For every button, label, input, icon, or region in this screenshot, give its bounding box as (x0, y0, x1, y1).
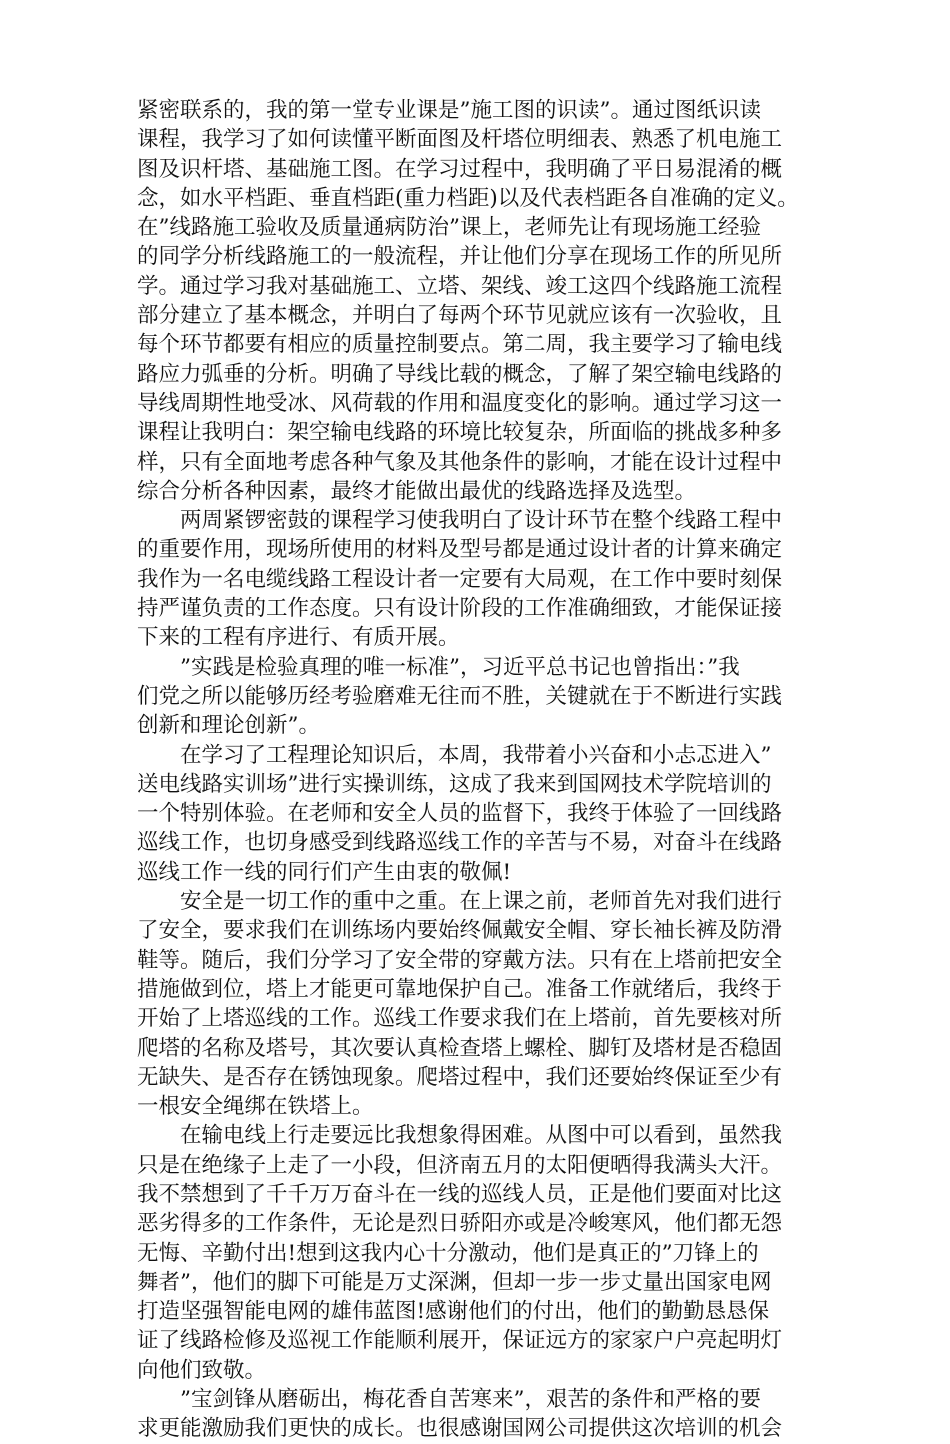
paragraph (137, 506, 827, 652)
text-line: 我不禁想到了千千万万奋斗在一线的巡线人员，正是他们要面对比这 (137, 1181, 783, 1207)
text-line: 了安全，要求我们在训练场内要始终佩戴安全帽、穿长袖长裤及防滑 (137, 918, 783, 944)
text-line: 的重要作用，现场所使用的材料及型号都是通过设计者的计算来确定 (137, 537, 783, 563)
text-line: 样，只有全面地考虑各种气象及其他条件的影响，才能在设计过程中 (137, 449, 783, 475)
text-line: 一根安全绳绑在铁塔上。 (137, 1094, 374, 1120)
text-line: 只是在绝缘子上走了一小段，但济南五月的太阳便晒得我满头大汗。 (137, 1152, 783, 1178)
text-line: 综合分析各种因素，最终才能做出最优的线路选择及选型。 (137, 478, 697, 504)
text-line: 在输电线上行走要远比我想象得困难。从图中可以看到，虽然我 (180, 1123, 783, 1149)
text-line: 巡线工作，也切身感受到线路巡线工作的辛苦与不易，对奋斗在线路 (137, 830, 783, 856)
text-line: 证了线路检修及巡视工作能顺利展开，保证远方的家家户户亮起明灯 (137, 1328, 783, 1354)
text-line: 每个环节都要有相应的质量控制要点。第二周，我主要学习了输电线 (137, 332, 783, 358)
text-line: 课程让我明白：架空输电线路的环境比较复杂，所面临的挑战多种多 (137, 420, 783, 446)
paragraph (137, 741, 827, 887)
document-page (137, 96, 827, 1444)
paragraph (137, 1121, 827, 1385)
text-line: 课程，我学习了如何读懂平断面图及杆塔位明细表、熟悉了机电施工 (137, 127, 783, 153)
text-line: 们党之所以能够历经考验磨难无往而不胜，关键就在于不断进行实践 (137, 683, 783, 709)
text-line: 巡线工作一线的同行们产生由衷的敬佩! (137, 859, 512, 885)
paragraph (137, 653, 827, 741)
paragraph (137, 96, 827, 506)
text-line: 念，如水平档距、垂直档距(重力档距)以及代表档距各自准确的定义。 (137, 185, 799, 211)
text-line: 在学习了工程理论知识后，本周，我带着小兴奋和小忐忑进入” (180, 742, 772, 768)
text-line: 向他们致敬。 (137, 1357, 267, 1383)
text-line: ”宝剑锋从磨砺出，梅花香自苦寒来”，艰苦的条件和严格的要 (180, 1387, 761, 1413)
text-line: 学。通过学习我对基础施工、立塔、架线、竣工这四个线路施工流程 (137, 273, 783, 299)
text-line: 路应力弧垂的分析。明确了导线比载的概念，了解了架空输电线路的 (137, 361, 783, 387)
text-line: 的同学分析线路施工的一般流程，并让他们分享在现场工作的所见所 (137, 244, 783, 270)
text-line: 在”线路施工验收及质量通病防治”课上，老师先让有现场施工经验 (137, 215, 761, 241)
text-line: 持严谨负责的工作态度。只有设计阶段的工作准确细致，才能保证接 (137, 596, 783, 622)
text-line: 安全是一切工作的重中之重。在上课之前，老师首先对我们进行 (180, 889, 783, 915)
paragraph (137, 887, 827, 1121)
text-line: 一个特别体验。在老师和安全人员的监督下，我终于体验了一回线路 (137, 801, 783, 827)
text-line: 两周紧锣密鼓的课程学习使我明白了设计环节在整个线路工程中 (180, 508, 783, 534)
text-line: 打造坚强智能电网的雄伟蓝图!感谢他们的付出，他们的勤勤恳恳保 (137, 1299, 770, 1325)
text-line: 部分建立了基本概念，并明白了每两个环节见就应该有一次验收，且 (137, 303, 783, 329)
text-line: 无悔、辛勤付出!想到这我内心十分激动，他们是真正的”刀锋上的 (137, 1240, 759, 1266)
text-line: 爬塔的名称及塔号，其次要认真检查塔上螺栓、脚钉及塔材是否稳固 (137, 1035, 783, 1061)
text-line: 紧密联系的，我的第一堂专业课是”施工图的识读”。通过图纸识读 (137, 98, 761, 123)
text-line: 导线周期性地受冰、风荷载的作用和温度变化的影响。通过学习这一 (137, 390, 783, 416)
text-line: 无缺失、是否存在锈蚀现象。爬塔过程中，我们还要始终保证至少有 (137, 1064, 783, 1090)
text-line: 图及识杆塔、基础施工图。在学习过程中，我明确了平日易混淆的概 (137, 156, 783, 182)
text-line: 求更能激励我们更快的成长。也很感谢国网公司提供这次培训的机会 (137, 1416, 783, 1442)
paragraph (137, 1385, 827, 1444)
text-line: 送电线路实训场”进行实操训练，这成了我来到国网技术学院培训的 (137, 771, 772, 797)
text-line: 恶劣得多的工作条件，无论是烈日骄阳亦或是冷峻寒风，他们都无怨 (137, 1211, 783, 1237)
text-line: 创新和理论创新”。 (137, 713, 320, 739)
text-line: ”实践是检验真理的唯一标准”，习近平总书记也曾指出：”我 (180, 654, 740, 680)
text-line: 开始了上塔巡线的工作。巡线工作要求我们在上塔前，首先要核对所 (137, 1006, 783, 1032)
text-line: 措施做到位，塔上才能更可靠地保护自己。准备工作就绪后，我终于 (137, 976, 783, 1002)
text-line: 舞者”，他们的脚下可能是万丈深渊，但却一步一步丈量出国家电网 (137, 1269, 772, 1295)
text-line: 我作为一名电缆线路工程设计者一定要有大局观，在工作中要时刻保 (137, 566, 783, 592)
text-line: 鞋等。随后，我们分学习了安全带的穿戴方法。只有在上塔前把安全 (137, 947, 783, 973)
text-line: 下来的工程有序进行、有质开展。 (137, 625, 460, 651)
